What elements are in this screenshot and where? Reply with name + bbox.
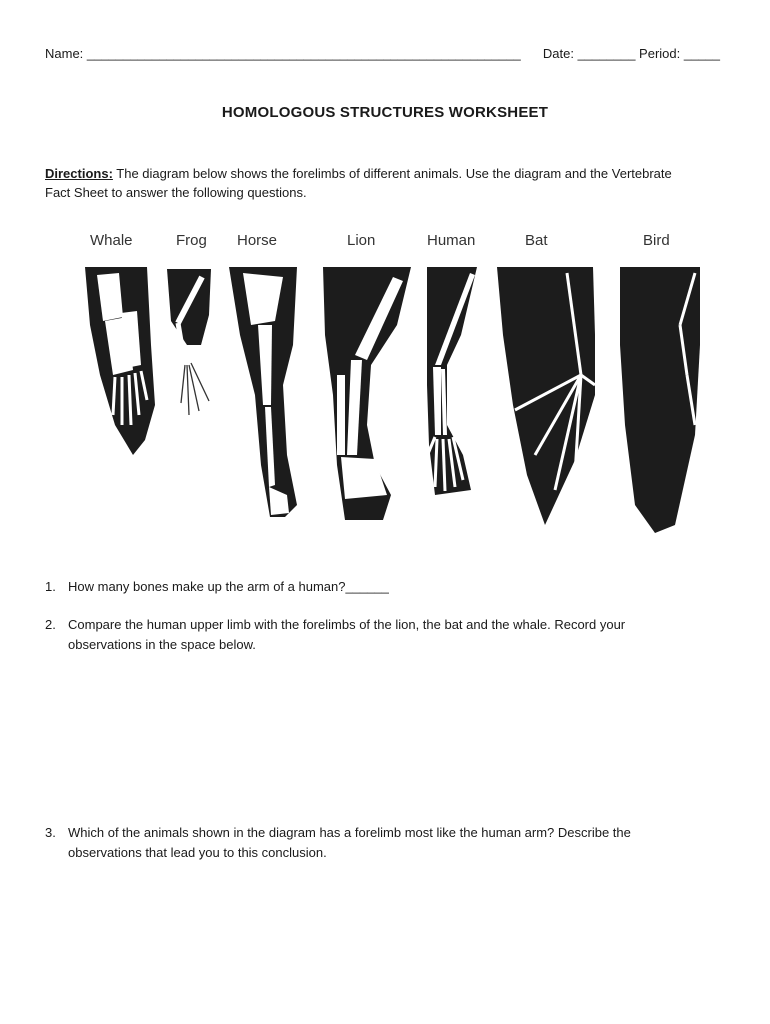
limbs-illustration bbox=[75, 225, 715, 545]
lion-limb-illustration bbox=[323, 267, 411, 520]
bird-wing-illustration bbox=[620, 267, 700, 533]
question-number: 1. bbox=[45, 579, 56, 594]
directions bbox=[45, 164, 685, 202]
question-text: Compare the human upper limb with the forelimbs of the lion, the bat and the whale. Record your observations in the space below. bbox=[68, 617, 626, 652]
label-frog: Frog bbox=[176, 232, 207, 249]
worksheet-title: HOMOLOGOUS STRUCTURES WORKSHEET bbox=[221, 104, 549, 121]
question-1 bbox=[45, 577, 695, 597]
question-number: 2. bbox=[45, 617, 56, 632]
frog-limb-illustration bbox=[167, 269, 211, 415]
whale-flipper-illustration bbox=[85, 267, 155, 455]
label-horse: Horse bbox=[237, 232, 278, 249]
label-human: Human bbox=[427, 232, 476, 249]
label-bird: Bird bbox=[643, 232, 670, 249]
label-lion: Lion bbox=[347, 232, 376, 249]
question-text: Which of the animals shown in the diagram has a forelimb most like the human arm? Describe the observations that lead you to this conclusion. bbox=[68, 825, 631, 860]
forelimbs-diagram bbox=[75, 225, 715, 545]
label-bat: Bat bbox=[525, 232, 548, 249]
horse-limb-illustration bbox=[229, 267, 297, 517]
human-limb-illustration bbox=[425, 267, 477, 495]
question-number: 3. bbox=[45, 825, 56, 840]
bat-wing-illustration bbox=[497, 267, 595, 525]
question-2 bbox=[45, 615, 695, 655]
label-whale: Whale bbox=[90, 232, 133, 249]
name-field[interactable]: Name: ____________________________________________________________ bbox=[45, 46, 521, 61]
question-text: How many bones make up the arm of a human?______ bbox=[68, 579, 389, 594]
directions-label: Directions: bbox=[45, 166, 113, 181]
directions-text: The diagram below shows the forelimbs of different animals. Use the diagram and the Vertebrate Fact Sheet to answer the following questions. bbox=[45, 166, 672, 200]
date-period-field[interactable]: Date: ________ Period: _____ bbox=[542, 46, 720, 61]
question-3 bbox=[45, 823, 695, 863]
